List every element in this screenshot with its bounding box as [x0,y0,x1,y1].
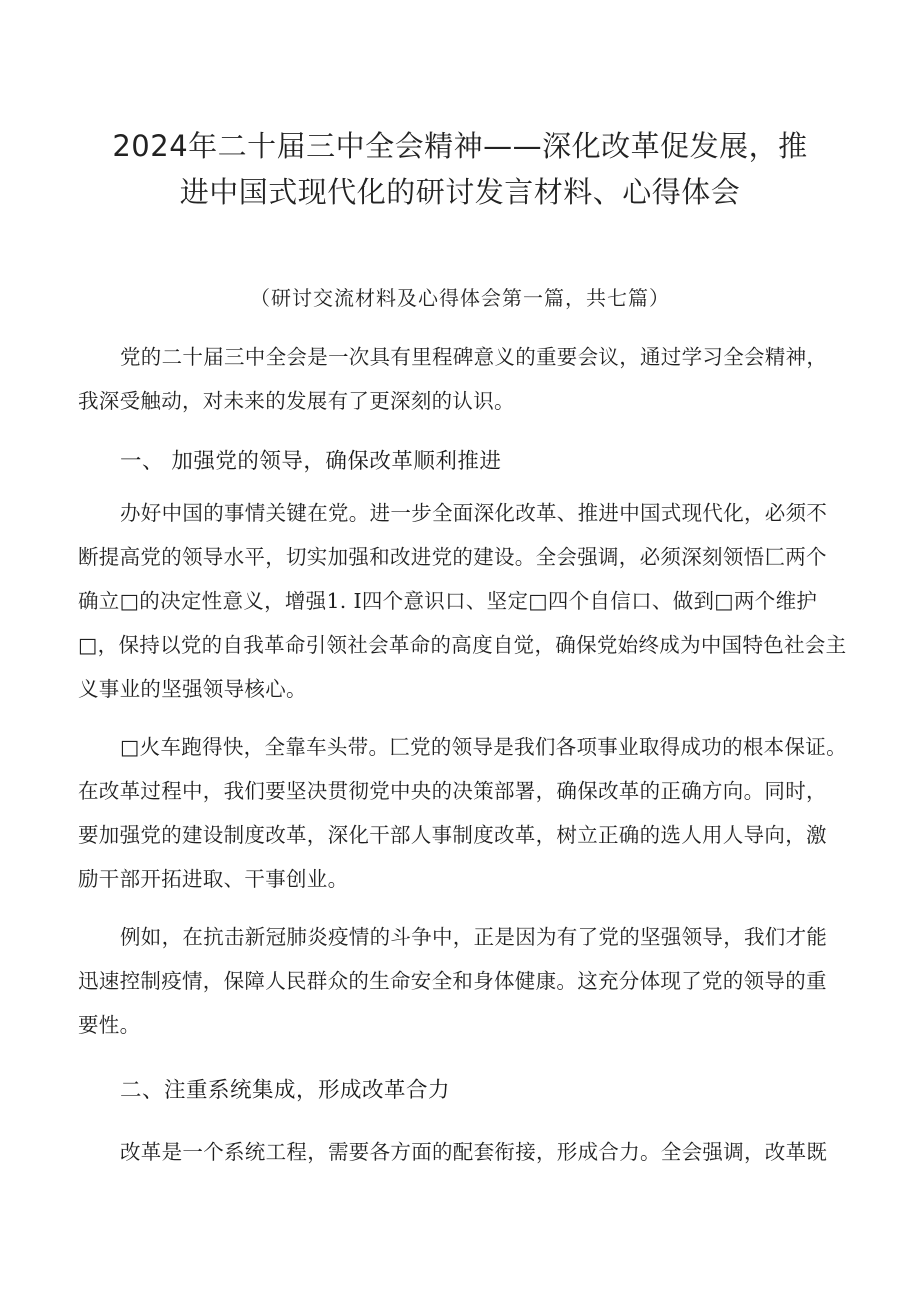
paragraph-line: 在改革过程中，我们要坚决贯彻党中央的决策部署，确保改革的正确方向。同时， [78,779,827,803]
paragraph-line: □，保持以党的自我革命引领社会革命的高度自觉，确保党始终成为中国特色社会主 [78,633,847,657]
paragraph-line: 要性。 [78,1013,141,1037]
paragraph-line: 断提高党的领导水平，切实加强和改进党的建设。全会强调，必须深刻领悟匚两个 [78,545,827,569]
document-title-line-2: 进中国式现代化的研讨发言材料、心得体会 [179,175,741,209]
paragraph-line: 励干部开拓进取、干事创业。 [78,867,349,891]
paragraph-line: 党的二十届三中全会是一次具有里程碑意义的重要会议，通过学习全会精神， [120,345,828,369]
paragraph-line: 迅速控制疫情，保障人民群众的生命安全和身体健康。这充分体现了党的领导的重 [78,969,827,993]
document-subtitle: （研讨交流材料及心得体会第一篇，共七篇） [250,286,670,310]
paragraph-line: 要加强党的建设制度改革，深化干部人事制度改革，树立正确的选人用人导向，激 [78,823,827,847]
paragraph-line: 改革是一个系统工程，需要各方面的配套衔接，形成合力。全会强调，改革既 [120,1140,828,1164]
paragraph-line: 办好中国的事情关键在党。进一步全面深化改革、推进中国式现代化，必须不 [120,501,828,525]
paragraph-line: □火车跑得快，全靠车头带。匚党的领导是我们各项事业取得成功的根本保证。 [120,735,847,759]
document-title-line-1: 2024年二十届三中全会精神——深化改革促发展，推 [112,129,808,163]
paragraph-line: 我深受触动，对未来的发展有了更深刻的认识。 [78,389,515,413]
paragraph-line: 例如，在抗击新冠肺炎疫情的斗争中，正是因为有了党的坚强领导，我们才能 [120,925,828,949]
paragraph-line: 确立□的决定性意义，增强1. I四个意识口、坚定□四个自信口、做到□两个维护 [78,589,818,613]
section-heading-1: 一、 加强党的领导，确保改革顺利推进 [120,449,502,474]
section-heading-2: 二、注重系统集成，形成改革合力 [120,1078,451,1103]
paragraph-line: 义事业的坚强领导核心。 [78,677,307,701]
